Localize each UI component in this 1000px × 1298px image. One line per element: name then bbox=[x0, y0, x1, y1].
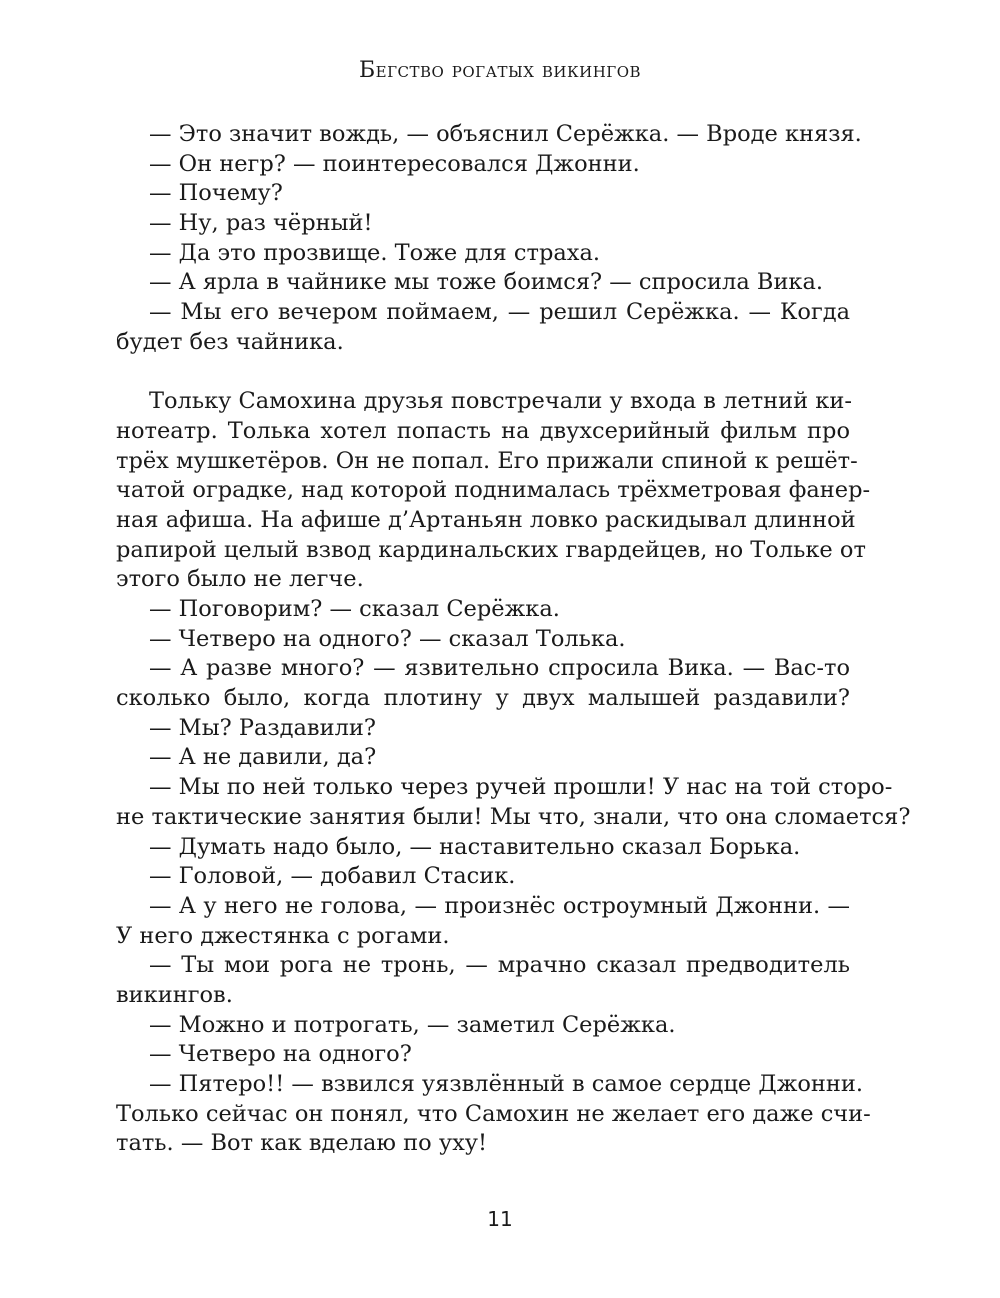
page-body-text bbox=[116, 120, 911, 1159]
text-line: Тольку Самохина друзья повстречали у входа в летний ки- bbox=[149, 388, 852, 415]
text-line: — А разве много? — язвительно спросила Вика. — Вас-то bbox=[149, 655, 850, 682]
text-line: ная афиша. На афише д’Артаньян ловко раскидывал длинной bbox=[116, 506, 856, 533]
text-line: — Пятеро!! — взвился уязвлённый в самое сердце Джонни. bbox=[149, 1071, 864, 1097]
text-line: этого было не легче. bbox=[116, 566, 364, 593]
text-line: будет без чайника. bbox=[116, 328, 344, 355]
text-line: рапирой целый взвод кардинальских гвардейцев, но Тольке от bbox=[116, 536, 866, 563]
text-line: — Мы его вечером поймаем, — решил Серёжка. — Когда bbox=[149, 299, 850, 326]
text-line: — А ярла в чайнике мы тоже боимся? — спросила Вика. bbox=[149, 269, 824, 296]
text-line: — Думать надо было, — наставительно сказал Борька. bbox=[149, 833, 801, 860]
text-line: — А у него не голова, — произнёс остроумный Джонни. — bbox=[149, 892, 850, 919]
text-line: — Ну, раз чёрный! bbox=[149, 210, 373, 237]
text-line: — Ты мои рога не тронь, — мрачно сказал предводитель bbox=[149, 952, 850, 979]
text-line: — Мы? Раздавили? bbox=[149, 714, 376, 741]
text-line: Только сейчас он понял, что Самохин не желает его даже счи- bbox=[116, 1100, 871, 1127]
text-line: чатой оградке, над которой поднималась трёхметровая фанер- bbox=[116, 477, 871, 504]
text-line: — Четверо на одного? — сказал Толька. bbox=[149, 625, 626, 652]
text-line: тать. — Вот как вделаю по уху! bbox=[116, 1130, 488, 1157]
text-line: — Можно и потрогать, — заметил Серёжка. bbox=[149, 1011, 676, 1038]
text-line: У него джестянка с рогами. bbox=[116, 922, 450, 949]
page-number: 11 bbox=[487, 1207, 513, 1231]
text-line: — Да это прозвище. Тоже для страха. bbox=[149, 239, 601, 266]
text-line: — Почему? bbox=[149, 180, 283, 207]
text-line: — Четверо на одного? bbox=[149, 1041, 412, 1068]
text-line: трёх мушкетёров. Он не попал. Его прижали спиной к решёт- bbox=[116, 447, 858, 474]
text-line: — Поговорим? — сказал Серёжка. bbox=[149, 596, 560, 622]
running-title: Бегство рогатых викингов bbox=[358, 58, 642, 83]
text-line: сколько было, когда плотину у двух малышей раздавили? bbox=[116, 685, 850, 712]
text-line: — Это значит вождь, — объяснил Серёжка. — Вроде князя. bbox=[149, 121, 862, 147]
text-line: — А не давили, да? bbox=[149, 744, 377, 771]
text-line: не тактические занятия были! Мы что, знали, что она сломается? bbox=[116, 803, 911, 830]
text-line: — Мы по ней только через ручей прошли! У нас на той сторо- bbox=[149, 774, 893, 801]
text-line: — Головой, — добавил Стасик. bbox=[149, 863, 516, 890]
text-line: нотеатр. Толька хотел попасть на двухсерийный фильм про bbox=[116, 417, 850, 444]
text-line: — Он негр? — поинтересовался Джонни. bbox=[149, 150, 640, 177]
text-line: викингов. bbox=[116, 981, 233, 1008]
section-break bbox=[116, 358, 850, 388]
